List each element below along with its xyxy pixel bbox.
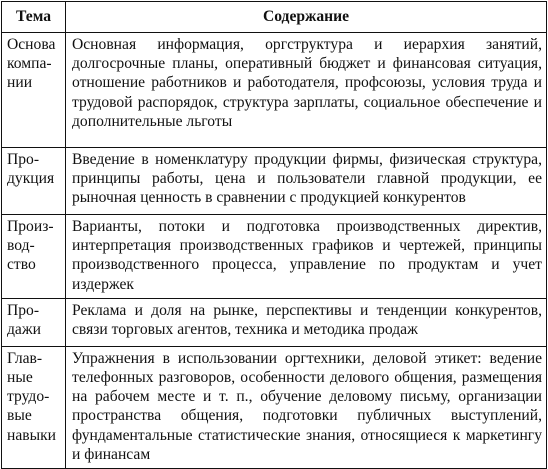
row-content: Упражнения в использовании оргтехники, деловой этикет: ведение телефонных разговоров, особенности делового общения, размещения на рабочем месте и т. п., обучение деловому письму, организации пространства общения, подготовки публичных выступлений, фундаментальные статистические знания, относящиеся к маркетингу и финансам	[66, 346, 547, 468]
row-topic: Глав- ные трудо- вые навыки	[2, 346, 66, 468]
header-row	[2, 2, 547, 33]
header-content: Содержание	[66, 2, 547, 33]
row-content: Варианты, потоки и подготовка производственных директив, интерпретация производственных графиков и чертежей, принципы производственного процесса, управление по продуктам и учет издержек	[66, 215, 547, 299]
table-body	[2, 33, 547, 469]
topics-table	[1, 1, 547, 469]
table-row	[2, 215, 547, 299]
table-row	[2, 298, 547, 346]
row-content: Реклама и доля на рынке, перспективы и тенденции конкурентов, связи торговых агентов, техника и методика продаж	[66, 298, 547, 346]
table-row	[2, 346, 547, 468]
table-row	[2, 148, 547, 215]
row-topic: Про- дукция	[2, 148, 66, 215]
row-content: Введение в номенклатуру продукции фирмы, физическая структура, принципы работы, цена и пользователи главной продукции, ее рыночная ценность в сравнении с продукцией конкурентов	[66, 148, 547, 215]
header-topic: Тема	[2, 2, 66, 33]
row-topic: Произ- вод- ство	[2, 215, 66, 299]
row-content: Основная информация, оргструктура и иерархия занятий, долгосрочные планы, оперативный бюджет и финансовая ситуация, отношение работников и работодателя, профсоюзы, условия труда и трудовой распорядок, структура зарплаты, социальное обеспечение и дополнительные льготы	[66, 33, 547, 148]
row-topic: Основа компа- нии	[2, 33, 66, 148]
table-row	[2, 33, 547, 148]
row-topic: Про- дажи	[2, 298, 66, 346]
table-header	[2, 2, 547, 33]
